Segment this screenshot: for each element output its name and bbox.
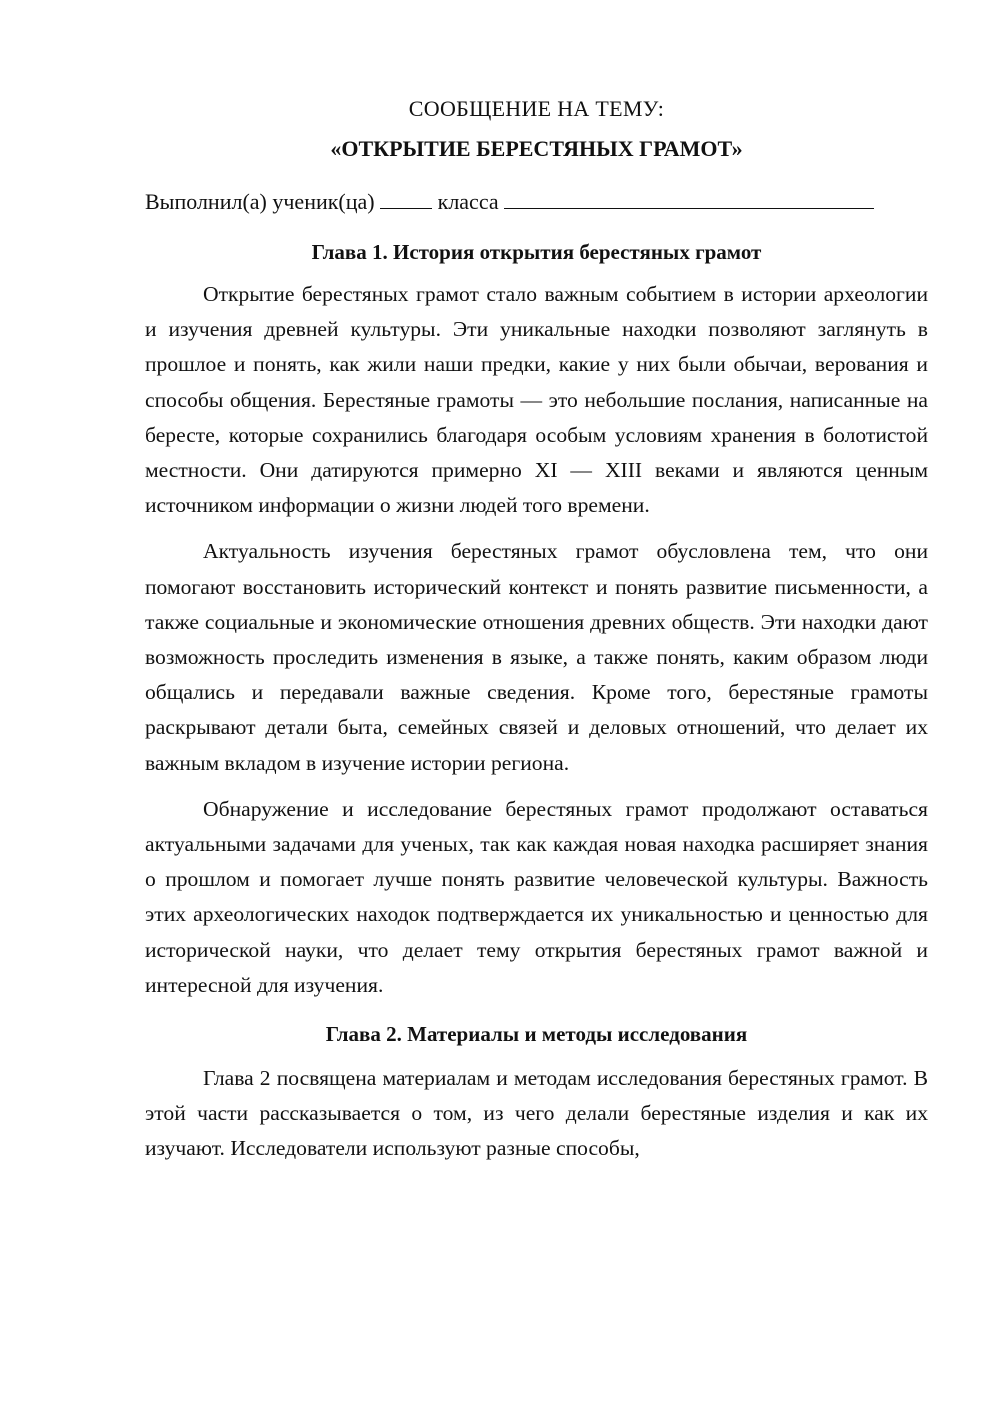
document-page [145,92,928,1178]
author-prefix: Выполнил(а) ученик(ца) [145,189,375,214]
document-title-line2: «ОТКРЫТИЕ БЕРЕСТЯНЫХ ГРАМОТ» [330,136,743,161]
class-label: класса [437,189,499,214]
document-title-line1: СООБЩЕНИЕ НА ТЕМУ: [408,96,665,121]
name-blank [504,184,874,209]
chapter1-paragraph: Открытие берестяных грамот стало важным событием в истории археологии и изучения древней культуры. Эти уникальные находки позволяют заглянуть в прошлое и понять, как жили наши предки, какие у них были обычаи, верования и способы общения. Берестяные грамоты — это небольшие послания, написанные на бересте, которые сохранились благодаря особым условиям хранения в болотистой местности. Они датируются примерно XI — XIII веками и являются ценным источником информации о жизни людей того времени. [145,282,928,518]
chapter1-paragraph: Обнаружение и исследование берестяных грамот продолжают оставаться актуальными задачами для ученых, так как каждая новая находка расширяет знания о прошлом и помогает лучше понять развитие человеческой культуры. Важность этих археологических находок подтверждается их уникальностью и ценностью для исторической науки, что делает тему открытия берестяных грамот важной и интересной для изучения. [145,796,928,997]
chapter1-heading: Глава 1. История открытия берестяных грамот [311,240,762,264]
author-line [145,184,928,219]
grade-blank [380,184,432,209]
chapter2-paragraph: Глава 2 посвящена материалам и методам исследования берестяных грамот. В этой части рассказывается о том, из чего делали берестяные изделия и как их изучают. Исследователи используют разные способы, [145,1066,928,1161]
chapter1-paragraph: Актуальность изучения берестяных грамот обусловлена тем, что они помогают восстановить исторический контекст и понять развитие письменности, а также социальные и экономические отношения древних обществ. Эти находки дают возможность проследить изменения в языке, а также понять, каким образом люди общались и передавали важные сведения. Кроме того, берестяные грамоты раскрывают детали быта, семейных связей и деловых отношений, что делает их важным вкладом в изучение истории региона. [145,539,928,775]
chapter2-heading: Глава 2. Материалы и методы исследования [325,1022,748,1047]
